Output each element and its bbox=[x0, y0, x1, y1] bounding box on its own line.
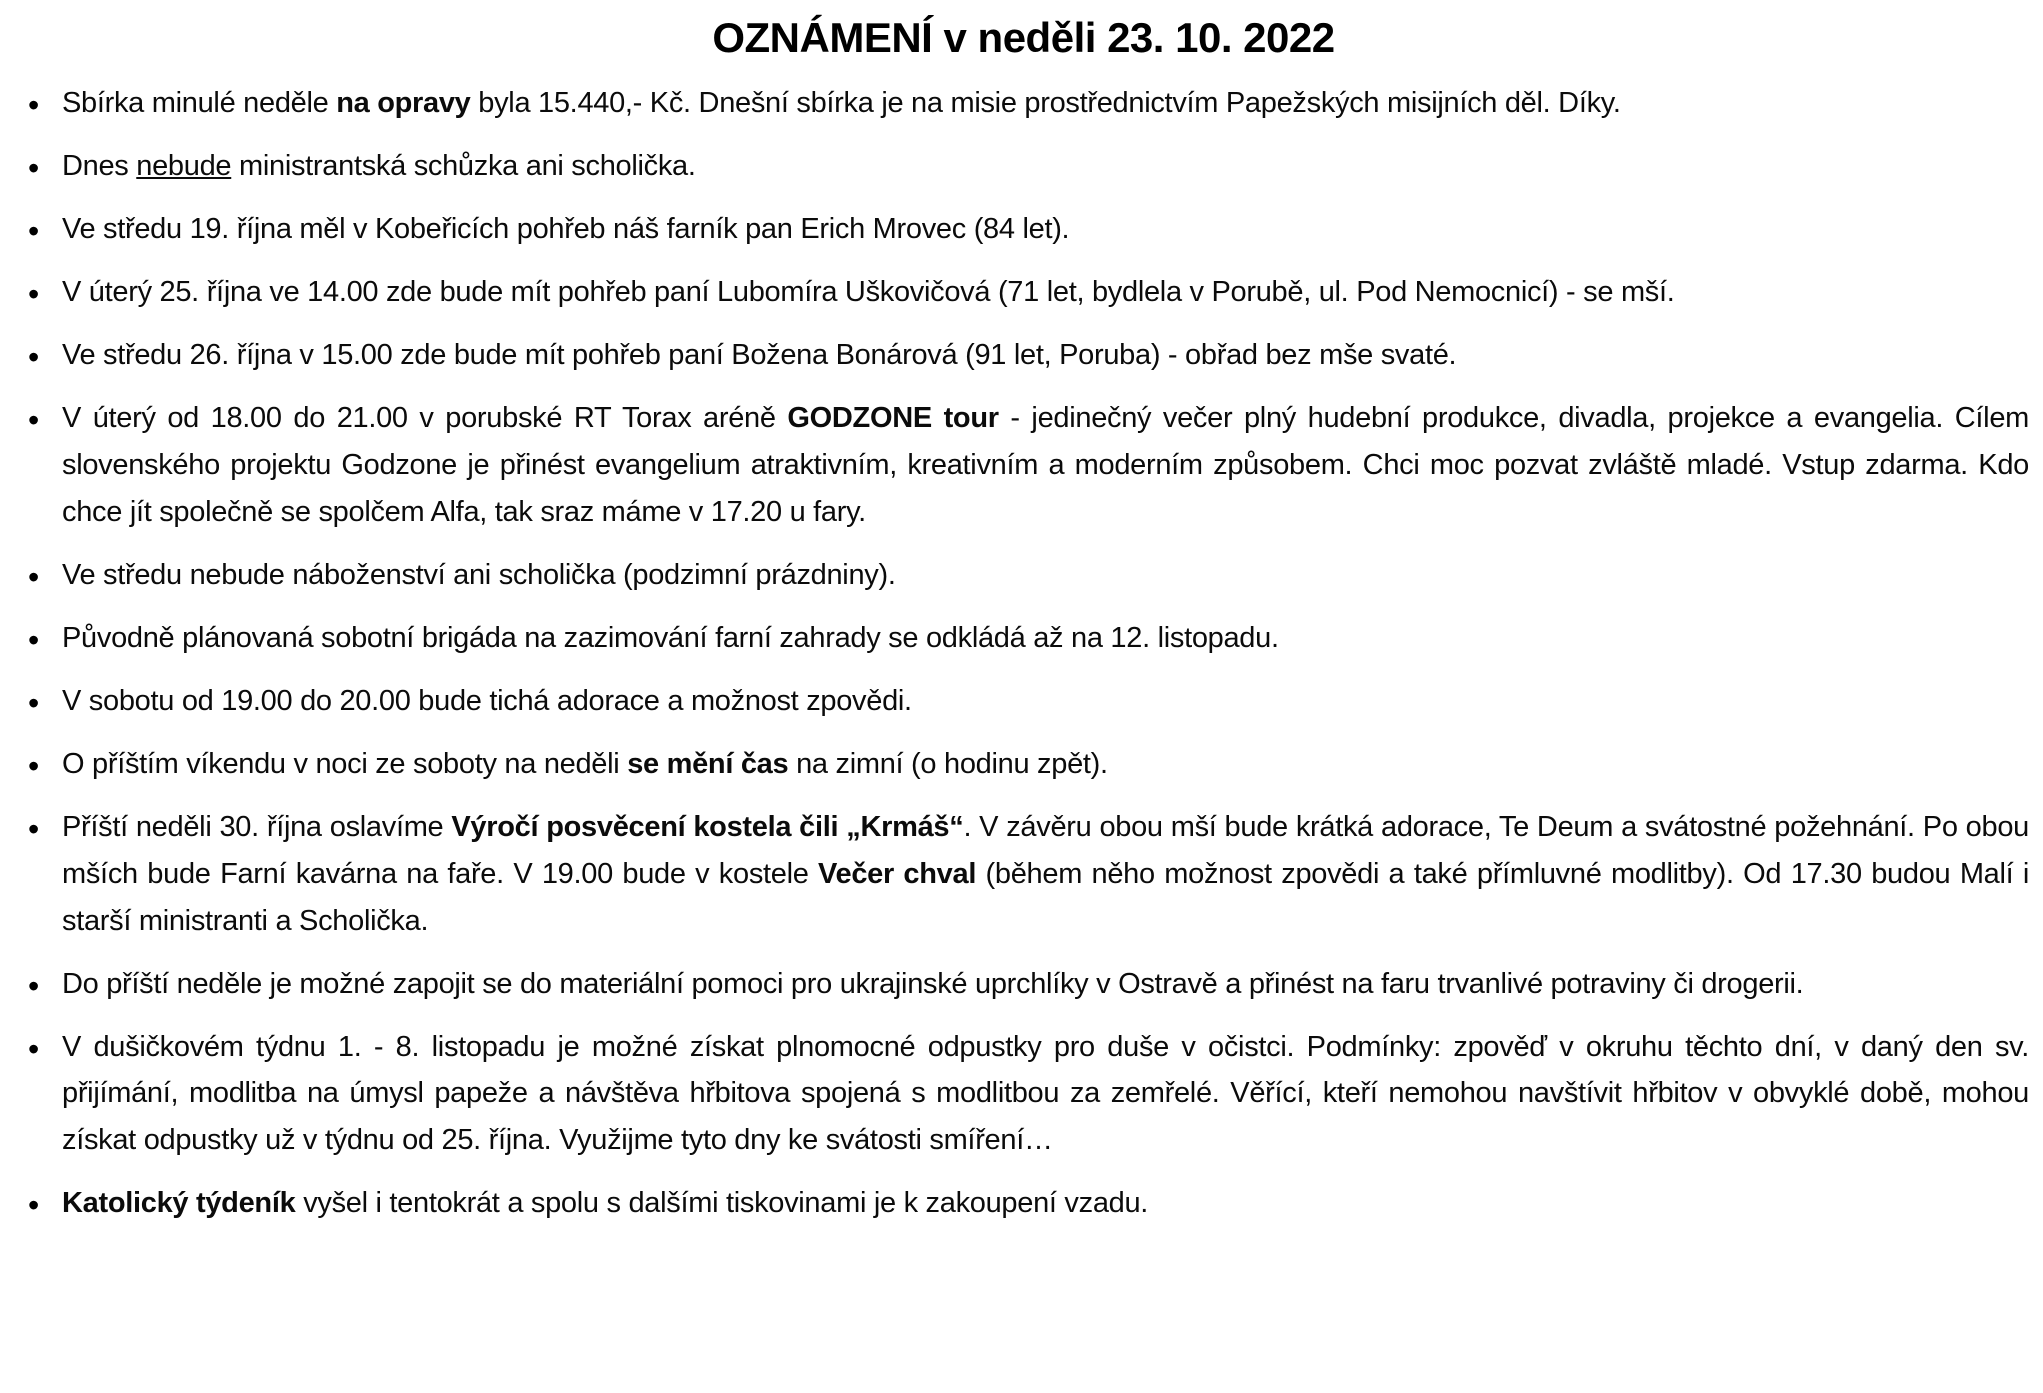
announcement-text: Ve středu nebude náboženství ani scholička (podzimní prázdniny). bbox=[62, 558, 896, 591]
announcement-item bbox=[62, 1024, 2029, 1165]
announcement-text-bold: na opravy bbox=[336, 87, 471, 119]
announcement-text: . V závěru obou mší bude krátká adorace, Te Deum a svátostné požehnání. Po obou mších bude Farní kavárna na faře. V 19.00 bude v kostele bbox=[62, 810, 2029, 890]
announcement-text: Dnes bbox=[62, 149, 137, 182]
announcement-text: Ve středu 26. října v 15.00 zde bude mít pohřeb paní Božena Bonárová (91 let, Poruba) - obřad bez mše svaté. bbox=[62, 338, 1457, 371]
announcement-item bbox=[62, 961, 2029, 1008]
announcement-list bbox=[14, 80, 2033, 1227]
announcement-text: Sbírka minulé neděle bbox=[62, 87, 337, 119]
announcement-text-bold: GODZONE tour bbox=[787, 401, 999, 434]
announcement-item bbox=[62, 80, 2029, 127]
announcement-item bbox=[62, 804, 2029, 945]
announcement-text: ministrantská schůzka ani scholička. bbox=[231, 149, 696, 182]
announcement-text-bold: Katolický týdeník bbox=[62, 1187, 296, 1220]
announcement-item bbox=[62, 395, 2029, 536]
announcement-text: V sobotu od 19.00 do 20.00 bude tichá adorace a možnost zpovědi. bbox=[62, 684, 912, 717]
announcement-text: V úterý od 18.00 do 21.00 v porubské RT Torax aréně bbox=[62, 401, 788, 434]
announcement-item bbox=[62, 1180, 2029, 1227]
announcement-text: (během něho možnost zpovědi a také přímluvné modlitby). Od 17.30 budou Malí i starší ministranti a Scholička. bbox=[62, 857, 2030, 937]
announcement-text: Příští neděli 30. října oslavíme bbox=[62, 810, 452, 843]
announcement-item bbox=[62, 678, 2029, 725]
announcement-text: vyšel i tentokrát a spolu s dalšími tiskovinami je k zakoupení vzadu. bbox=[295, 1187, 1149, 1220]
announcement-text-bold: Večer chval bbox=[818, 857, 977, 890]
announcement-item bbox=[62, 615, 2029, 662]
announcement-item bbox=[62, 269, 2029, 316]
page-title: OZNÁMENÍ v neděli 23. 10. 2022 bbox=[712, 14, 1335, 61]
announcement-text: byla 15.440,- Kč. Dnešní sbírka je na misie prostřednictvím Papežských misijních děl. Díky. bbox=[470, 87, 1621, 119]
announcement-text: na zimní (o hodinu zpět). bbox=[788, 747, 1108, 780]
announcement-text: O příštím víkendu v noci ze soboty na neděli bbox=[62, 747, 628, 780]
announcement-text-bold: se mění čas bbox=[627, 747, 789, 780]
announcement-text: V dušičkovém týdnu 1. - 8. listopadu je možné získat plnomocné odpustky pro duše v očistci. Podmínky: zpověď v okruhu těchto dní, v daný den sv. přijímání, modlitba na úmysl papeže a návštěva hřbitova spojená s modlitbou za zemřelé. Věřící, kteří nemohou navštívit hřbitov v obvyklé době, mohou získat odpustky už v týdnu od 25. října. Využijme tyto dny ke svátosti smíření… bbox=[62, 1030, 2029, 1157]
announcement-text-underline: nebude bbox=[136, 149, 232, 182]
announcement-text: Ve středu 19. října měl v Kobeřicích pohřeb náš farník pan Erich Mrovec (84 let). bbox=[62, 212, 1070, 245]
announcement-item bbox=[62, 741, 2029, 788]
announcement-text: Původně plánovaná sobotní brigáda na zazimování farní zahrady se odkládá až na 12. listopadu. bbox=[62, 621, 1279, 654]
announcement-item bbox=[62, 552, 2029, 599]
announcement-text-bold: Výročí posvěcení kostela čili „Krmáš“ bbox=[451, 810, 964, 843]
announcement-item bbox=[62, 332, 2029, 379]
announcement-text: - jedinečný večer plný hudební produkce, divadla, projekce a evangelia. Cílem slovenského projektu Godzone je přinést evangelium atraktivním, kreativním a moderním způsobem. Chci moc pozvat zvláště mladé. Vstup zdarma. Kdo chce jít společně se spolčem Alfa, tak sraz máme v 17.20 u fary. bbox=[62, 401, 2030, 528]
announcement-text: V úterý 25. října ve 14.00 zde bude mít pohřeb paní Lubomíra Uškovičová (71 let, bydlela v Porubě, ul. Pod Nemocnicí) - se mší. bbox=[62, 275, 1675, 308]
announcement-item bbox=[62, 143, 2029, 190]
announcement-text: Do příští neděle je možné zapojit se do materiální pomoci pro ukrajinské uprchlíky v Ostravě a přinést na faru trvanlivé potraviny či drogerii. bbox=[62, 967, 1804, 1000]
announcement-item bbox=[62, 206, 2029, 253]
